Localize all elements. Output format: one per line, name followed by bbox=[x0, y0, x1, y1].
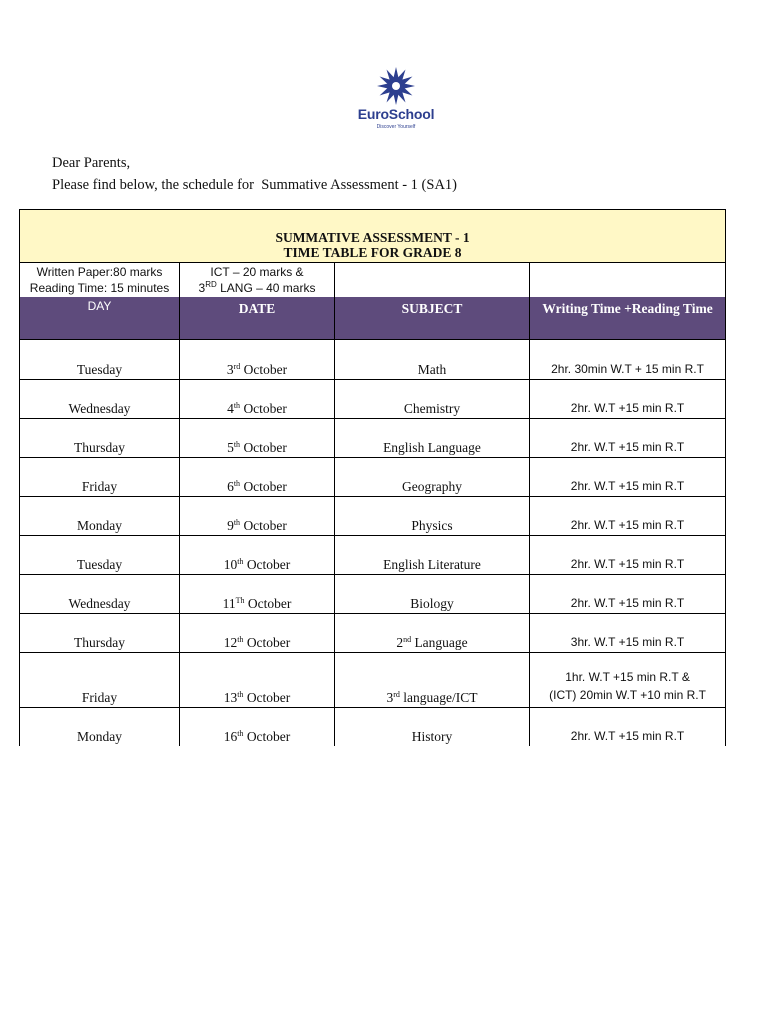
row-time: 2hr. W.T +15 min R.T bbox=[530, 536, 726, 575]
marks-note-row bbox=[20, 263, 726, 298]
row-time bbox=[530, 653, 726, 708]
table-row bbox=[20, 575, 726, 614]
flower-logo-icon bbox=[376, 66, 416, 106]
row-day: Tuesday bbox=[20, 536, 180, 575]
row-date: 12th October bbox=[180, 614, 335, 653]
written-paper-note bbox=[20, 263, 180, 298]
row-subject: Chemistry bbox=[335, 380, 530, 419]
row-time: 2hr. W.T +15 min R.T bbox=[530, 708, 726, 747]
table-title bbox=[20, 210, 726, 263]
header-time: Writing Time +Reading Time bbox=[530, 297, 726, 340]
table-row bbox=[20, 458, 726, 497]
header-date: DATE bbox=[180, 297, 335, 340]
title-line-2: TIME TABLE FOR GRADE 8 bbox=[283, 245, 462, 260]
row-date: 10th October bbox=[180, 536, 335, 575]
table-row bbox=[20, 536, 726, 575]
empty-note-cell bbox=[530, 263, 726, 298]
row-day: Thursday bbox=[20, 419, 180, 458]
row-subject: 2nd Language bbox=[335, 614, 530, 653]
euroschool-logo bbox=[353, 66, 439, 134]
header-day: DAY bbox=[20, 297, 180, 340]
row-date: 11Th October bbox=[180, 575, 335, 614]
intro-line: Please find below, the schedule for Summative Assessment - 1 (SA1) bbox=[52, 177, 457, 193]
row-time: 2hr. W.T +15 min R.T bbox=[530, 380, 726, 419]
row-time: 2hr. W.T +15 min R.T bbox=[530, 458, 726, 497]
greeting: Dear Parents, bbox=[52, 155, 131, 171]
header-row bbox=[20, 297, 726, 340]
row-date: 4th October bbox=[180, 380, 335, 419]
row-day: Wednesday bbox=[20, 575, 180, 614]
row-day: Monday bbox=[20, 497, 180, 536]
time-line-2: (ICT) 20min W.T +10 min R.T bbox=[549, 688, 706, 702]
row-time: 2hr. 30min W.T + 15 min R.T bbox=[530, 340, 726, 380]
row-subject: 3rd language/ICT bbox=[335, 653, 530, 708]
row-time: 2hr. W.T +15 min R.T bbox=[530, 419, 726, 458]
title-line-1: SUMMATIVE ASSESSMENT - 1 bbox=[275, 230, 470, 245]
row-date: 6th October bbox=[180, 458, 335, 497]
row-subject: English Literature bbox=[335, 536, 530, 575]
row-day: Thursday bbox=[20, 614, 180, 653]
row-date: 3rd October bbox=[180, 340, 335, 380]
row-day: Friday bbox=[20, 458, 180, 497]
row-subject: Physics bbox=[335, 497, 530, 536]
table-row bbox=[20, 614, 726, 653]
row-date: 5th October bbox=[180, 419, 335, 458]
table-row bbox=[20, 340, 726, 380]
row-time: 3hr. W.T +15 min R.T bbox=[530, 614, 726, 653]
row-date: 16th October bbox=[180, 708, 335, 747]
table-row bbox=[20, 380, 726, 419]
row-day: Monday bbox=[20, 708, 180, 747]
row-subject: Geography bbox=[335, 458, 530, 497]
timetable bbox=[19, 209, 726, 746]
logo-name: EuroSchool bbox=[357, 106, 435, 122]
intro-text bbox=[52, 152, 457, 196]
note-written-1: Written Paper:80 marks bbox=[36, 265, 163, 279]
note-ict-1: ICT – 20 marks & bbox=[210, 265, 304, 279]
logo-tagline: Discover Yourself bbox=[376, 124, 416, 130]
note-written-2: Reading Time: 15 minutes bbox=[29, 281, 170, 295]
empty-note-cell bbox=[335, 263, 530, 298]
ict-lang-note bbox=[180, 263, 335, 298]
row-day: Wednesday bbox=[20, 380, 180, 419]
note-ict-2: 3RD LANG – 40 marks bbox=[198, 280, 316, 295]
row-day: Tuesday bbox=[20, 340, 180, 380]
table-row bbox=[20, 708, 726, 747]
time-line-1: 1hr. W.T +15 min R.T & bbox=[565, 670, 690, 684]
table-row bbox=[20, 653, 726, 708]
row-time: 2hr. W.T +15 min R.T bbox=[530, 497, 726, 536]
row-subject: History bbox=[335, 708, 530, 747]
row-subject: English Language bbox=[335, 419, 530, 458]
header-subject: SUBJECT bbox=[335, 297, 530, 340]
row-subject: Math bbox=[335, 340, 530, 380]
table-row bbox=[20, 497, 726, 536]
row-subject: Biology bbox=[335, 575, 530, 614]
row-date: 9th October bbox=[180, 497, 335, 536]
table-title-row bbox=[20, 210, 726, 263]
table-row bbox=[20, 419, 726, 458]
row-time: 2hr. W.T +15 min R.T bbox=[530, 575, 726, 614]
row-day: Friday bbox=[20, 653, 180, 708]
row-date: 13th October bbox=[180, 653, 335, 708]
